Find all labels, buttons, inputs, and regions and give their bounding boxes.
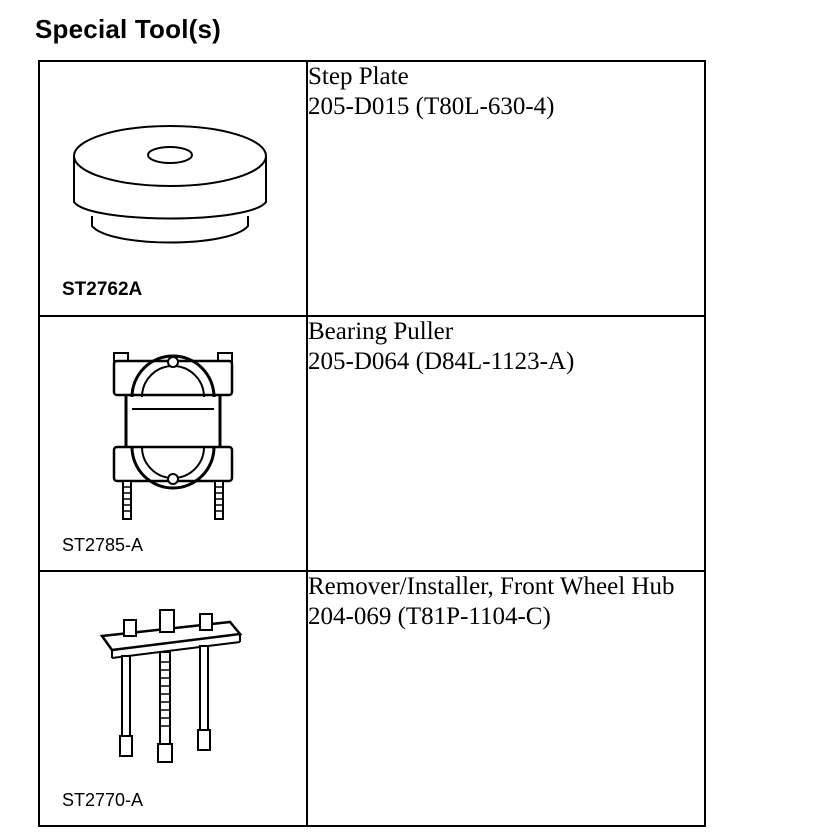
tool-number: 205-D015 (T80L-630-4) [308,93,555,120]
step-plate-icon [70,120,270,250]
tool-description-cell [307,316,705,571]
tool-description-cell [307,61,705,316]
table-row [39,571,705,826]
hub-remover-installer-icon [96,606,246,766]
tool-illustration-cell [39,61,307,316]
special-tools-table [38,60,706,827]
tool-description-cell [307,571,705,826]
tool-number: 205-D064 (D84L-1123-A) [308,348,575,375]
tool-number: 204-069 (T81P-1104-C) [308,603,551,630]
table-row [39,316,705,571]
tool-name: Remover/Installer, Front Wheel Hub [308,573,675,600]
illustration-code: ST2770-A [62,790,144,810]
tool-name: Bearing Puller [308,318,454,345]
illustration-code: ST2785-A [62,535,144,555]
tool-name: Step Plate [308,63,409,90]
illustration-code: ST2762A [62,279,143,300]
tool-illustration-cell [39,316,307,571]
page-title: Special Tool(s) [35,14,221,44]
bearing-puller-icon [106,349,240,521]
table-row [39,61,705,316]
tool-illustration-cell [39,571,307,826]
